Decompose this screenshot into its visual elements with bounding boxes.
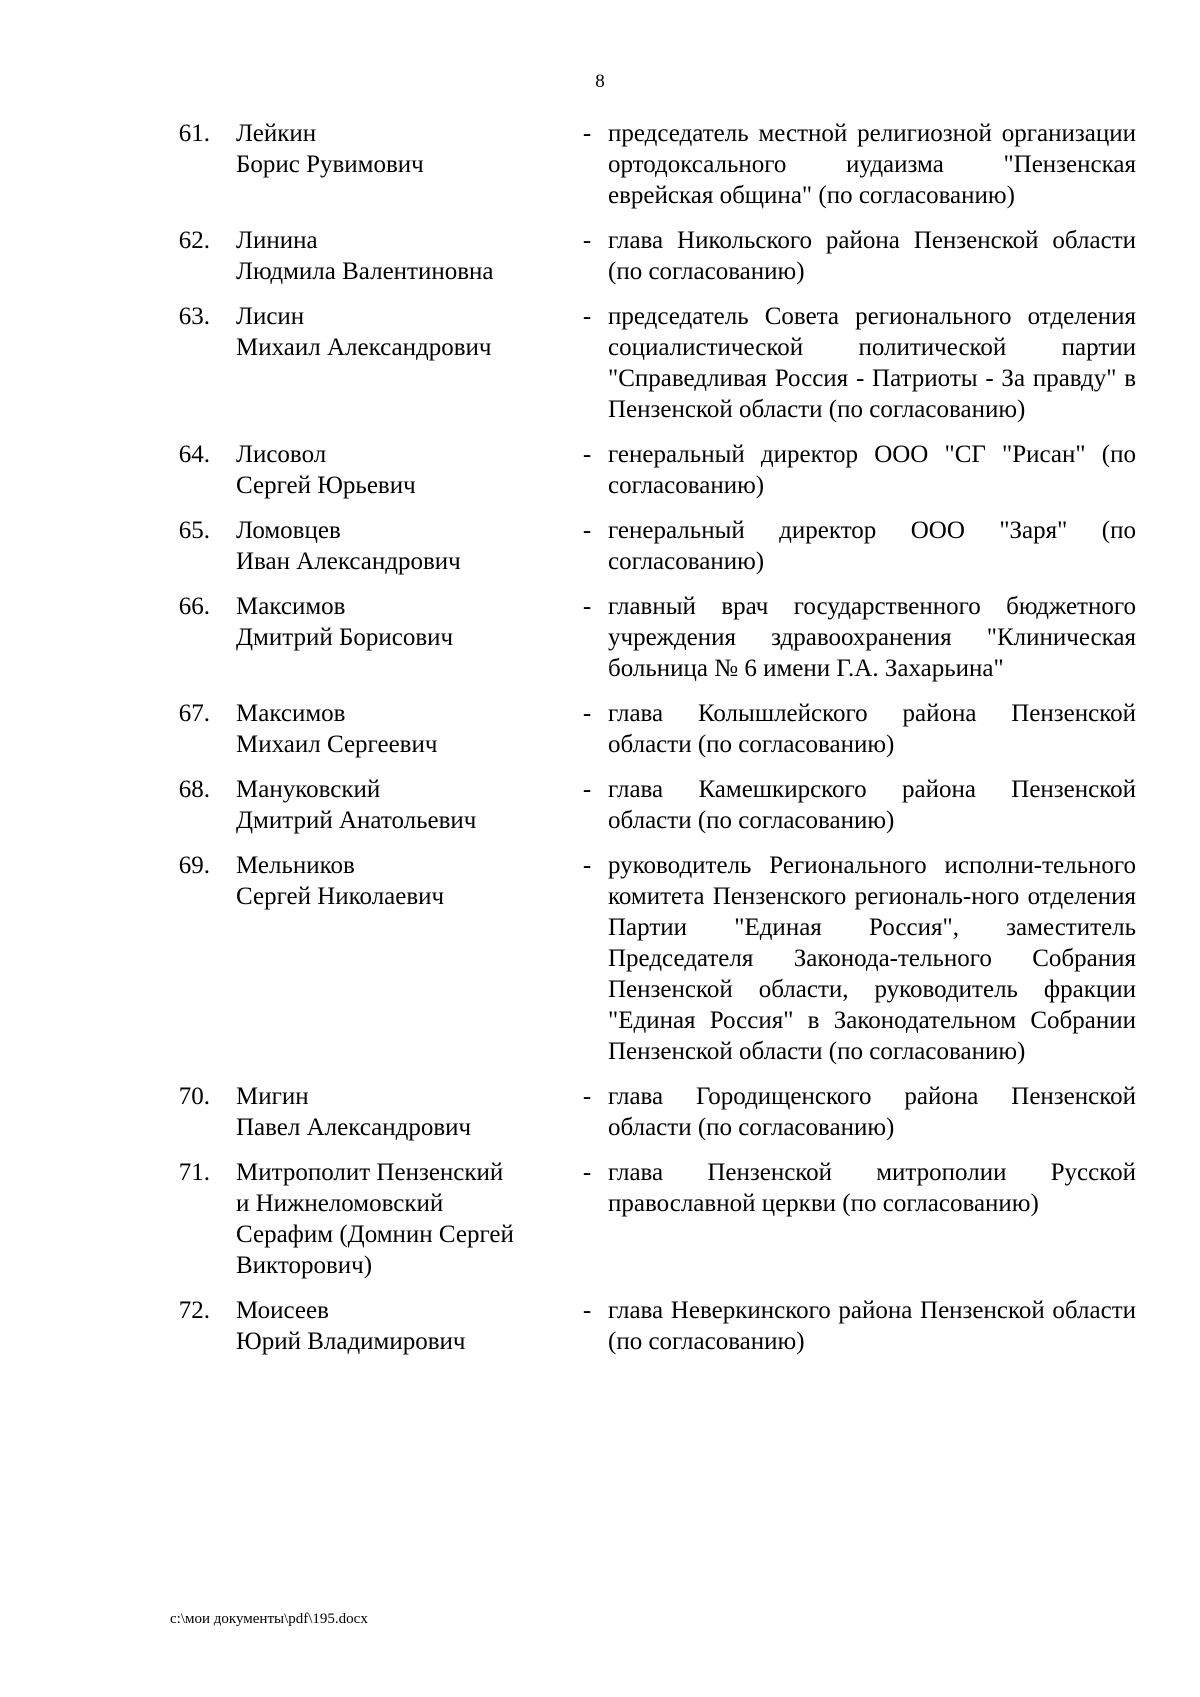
page-number: 8: [595, 71, 605, 92]
entry-number: 68.: [178, 776, 210, 803]
list-item: [0, 591, 1200, 684]
entry-description: председатель Совета регионального отделения социалистической политической партии "Справедливая Россия - Патриоты - За правду" в Пензенской области (по согласованию): [608, 303, 1136, 423]
entry-description: глава Пензенской митрополии Русской православной церкви (по согласованию): [608, 1159, 1136, 1217]
entry-dash: -: [582, 120, 592, 147]
entry-name: [236, 1081, 566, 1143]
footer-file-path: c:\мои документы\pdf\195.docx: [170, 1611, 368, 1627]
entry-name-line: Дмитрий Борисович: [236, 624, 454, 651]
entry-name-line: Сергей Юрьевич: [236, 472, 416, 499]
entry-number: 70.: [178, 1083, 210, 1110]
entry-name-line: Мигин: [236, 1083, 309, 1110]
entry-name-line: Дмитрий Анатольевич: [236, 807, 477, 834]
entry-number: 62.: [178, 227, 210, 254]
entry-number: 71.: [178, 1159, 210, 1186]
entry-dash: -: [582, 776, 592, 803]
entry-name: [236, 225, 566, 287]
entry-dash: -: [582, 593, 592, 620]
entry-name-line: Юрий Владимирович: [236, 1328, 466, 1355]
entry-dash: -: [582, 1159, 592, 1186]
list-item: [0, 774, 1200, 836]
entry-number: 63.: [178, 303, 210, 330]
entry-description: глава Никольского района Пензенской области (по согласованию): [608, 227, 1136, 285]
entry-description: главный врач государственного бюджетного учреждения здравоохранения "Клиническая больница № 6 имени Г.А. Захарьина": [608, 593, 1136, 682]
list-item: [0, 301, 1200, 425]
entry-description: председатель местной религиозной организации ортодоксального иудаизма "Пензенская еврейская община" (по согласованию): [608, 120, 1136, 209]
entry-name-line: Митрополит Пензенский: [236, 1159, 504, 1186]
entry-name: [236, 698, 566, 760]
entry-name-line: Иван Александрович: [236, 548, 461, 575]
entry-name-line: Серафим (Домнин Сергей: [236, 1221, 514, 1248]
entry-number: 64.: [178, 441, 210, 468]
entry-dash: -: [582, 1297, 592, 1324]
entry-dash: -: [582, 441, 592, 468]
entry-description: глава Неверкинского района Пензенской области (по согласованию): [608, 1297, 1136, 1355]
entry-name: [236, 439, 566, 501]
entry-description: глава Городищенского района Пензенской области (по согласованию): [608, 1083, 1136, 1141]
entry-dash: -: [582, 303, 592, 330]
entry-number: 65.: [178, 517, 210, 544]
entry-name: [236, 301, 566, 363]
list-item: [0, 1157, 1200, 1281]
entry-name: [236, 515, 566, 577]
list-item: [0, 850, 1200, 1067]
entry-name: [236, 850, 566, 912]
entry-name-line: Михаил Александрович: [236, 334, 492, 361]
entry-number: 66.: [178, 593, 210, 620]
entry-name-line: Максимов: [236, 593, 346, 620]
entry-description: генеральный директор ООО "СГ "Рисан" (по согласованию): [608, 441, 1136, 499]
entry-number: 61.: [178, 120, 210, 147]
entry-dash: -: [582, 852, 592, 879]
entry-dash: -: [582, 1083, 592, 1110]
entry-description: глава Колышлейского района Пензенской области (по согласованию): [608, 700, 1136, 758]
entry-name-line: и Нижнеломовский: [236, 1190, 444, 1217]
entry-description: генеральный директор ООО "Заря" (по согласованию): [608, 517, 1136, 575]
entry-name-line: Ломовцев: [236, 517, 341, 544]
entry-name: [236, 591, 566, 653]
list-item: [0, 439, 1200, 501]
members-list: [0, 118, 1200, 1371]
entry-name-line: Моисеев: [236, 1297, 329, 1324]
entry-name-line: Людмила Валентиновна: [236, 258, 494, 285]
entry-number: 69.: [178, 852, 210, 879]
entry-name-line: Мельников: [236, 852, 355, 879]
list-item: [0, 1295, 1200, 1357]
entry-name: [236, 774, 566, 836]
entry-name-line: Мануковский: [236, 776, 381, 803]
list-item: [0, 118, 1200, 211]
entry-name-line: Сергей Николаевич: [236, 883, 445, 910]
entry-name: [236, 1295, 566, 1357]
entry-name-line: Лейкин: [236, 120, 317, 147]
entry-name-line: Павел Александрович: [236, 1114, 472, 1141]
entry-name: [236, 1157, 566, 1281]
entry-name-line: Лисин: [236, 303, 305, 330]
entry-name-line: Лисовол: [236, 441, 327, 468]
entry-dash: -: [582, 700, 592, 727]
entry-name-line: Викторович): [236, 1252, 373, 1279]
list-item: [0, 698, 1200, 760]
entry-name-line: Михаил Сергеевич: [236, 731, 438, 758]
entry-dash: -: [582, 517, 592, 544]
entry-name-line: Борис Рувимович: [236, 151, 424, 178]
entry-name: [236, 118, 566, 180]
entry-number: 72.: [178, 1297, 210, 1324]
entry-description: глава Камешкирского района Пензенской области (по согласованию): [608, 776, 1136, 834]
list-item: [0, 1081, 1200, 1143]
entry-number: 67.: [178, 700, 210, 727]
list-item: [0, 225, 1200, 287]
entry-name-line: Линина: [236, 227, 318, 254]
entry-dash: -: [582, 227, 592, 254]
entry-name-line: Максимов: [236, 700, 346, 727]
list-item: [0, 515, 1200, 577]
entry-description: руководитель Регионального исполни-тельного комитета Пензенского региональ-ного отделения Партии "Единая Россия", заместитель Председателя Законода-тельного Собрания Пензенской области, руководитель фракции "Единая Россия" в Законодательном Собрании Пензенской области (по согласованию): [608, 852, 1136, 1065]
